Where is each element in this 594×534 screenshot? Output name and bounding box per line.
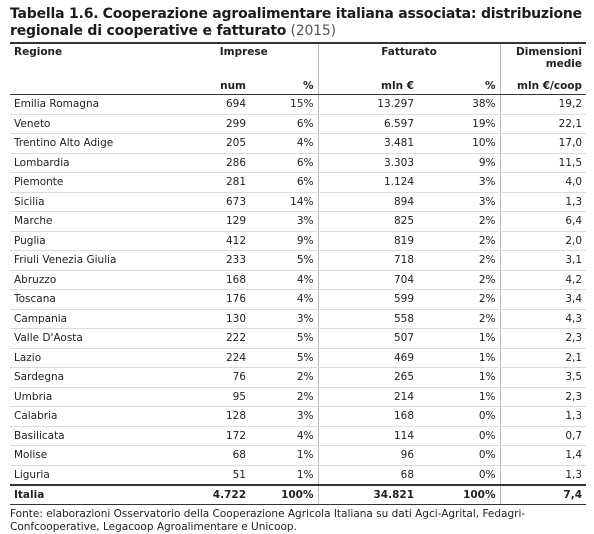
cell-dimensioni: 11,5 bbox=[500, 153, 586, 173]
cell-num: 286 bbox=[170, 153, 250, 173]
cell-fatturato: 704 bbox=[318, 270, 418, 290]
table-row bbox=[10, 426, 586, 446]
cell-pct-fatturato: 1% bbox=[418, 348, 500, 368]
cell-pct-imprese: 3% bbox=[250, 309, 318, 329]
cell-pct-fatturato: 100% bbox=[418, 485, 500, 505]
cell-fatturato: 168 bbox=[318, 407, 418, 427]
cell-fatturato: 68 bbox=[318, 465, 418, 485]
cell-fatturato: 214 bbox=[318, 387, 418, 407]
cell-regione: Puglia bbox=[10, 231, 170, 251]
cell-num: 51 bbox=[170, 465, 250, 485]
cell-fatturato: 13.297 bbox=[318, 95, 418, 115]
cell-regione: Liguria bbox=[10, 465, 170, 485]
table-body bbox=[10, 95, 586, 486]
cell-pct-fatturato: 38% bbox=[418, 95, 500, 115]
cell-fatturato: 894 bbox=[318, 192, 418, 212]
cell-num: 222 bbox=[170, 329, 250, 349]
cell-pct-fatturato: 2% bbox=[418, 231, 500, 251]
cell-regione: Molise bbox=[10, 446, 170, 466]
table-header bbox=[10, 43, 586, 95]
table-row bbox=[10, 446, 586, 466]
table-title bbox=[10, 6, 584, 40]
cell-regione: Valle D'Aosta bbox=[10, 329, 170, 349]
table-row bbox=[10, 368, 586, 388]
cell-pct-fatturato: 3% bbox=[418, 192, 500, 212]
cell-pct-fatturato: 9% bbox=[418, 153, 500, 173]
cell-pct-imprese: 3% bbox=[250, 212, 318, 232]
cell-pct-imprese: 100% bbox=[250, 485, 318, 505]
cell-fatturato: 819 bbox=[318, 231, 418, 251]
table-title-label: Tabella 1.6. bbox=[10, 6, 99, 22]
cell-regione: Toscana bbox=[10, 290, 170, 310]
cell-pct-imprese: 3% bbox=[250, 407, 318, 427]
cell-regione: Marche bbox=[10, 212, 170, 232]
cell-pct-imprese: 1% bbox=[250, 465, 318, 485]
cell-pct-imprese: 6% bbox=[250, 173, 318, 193]
cell-dimensioni: 2,1 bbox=[500, 348, 586, 368]
cell-pct-imprese: 2% bbox=[250, 387, 318, 407]
cell-pct-fatturato: 1% bbox=[418, 368, 500, 388]
cell-regione: Italia bbox=[10, 485, 170, 505]
cell-fatturato: 96 bbox=[318, 446, 418, 466]
table-row bbox=[10, 212, 586, 232]
cell-num: 172 bbox=[170, 426, 250, 446]
cell-fatturato: 34.821 bbox=[318, 485, 418, 505]
cell-pct-fatturato: 10% bbox=[418, 134, 500, 154]
cell-fatturato: 3.303 bbox=[318, 153, 418, 173]
header-dimensioni: Dimensioni medie bbox=[500, 43, 586, 74]
header-pct-fatturato: % bbox=[418, 74, 500, 95]
cell-num: 130 bbox=[170, 309, 250, 329]
cell-dimensioni: 2,3 bbox=[500, 329, 586, 349]
cell-regione: Basilicata bbox=[10, 426, 170, 446]
cell-regione: Friuli Venezia Giulia bbox=[10, 251, 170, 271]
cell-dimensioni: 3,1 bbox=[500, 251, 586, 271]
cell-dimensioni: 4,3 bbox=[500, 309, 586, 329]
cell-pct-fatturato: 2% bbox=[418, 212, 500, 232]
cell-pct-fatturato: 2% bbox=[418, 290, 500, 310]
cell-num: 694 bbox=[170, 95, 250, 115]
cell-fatturato: 507 bbox=[318, 329, 418, 349]
header-pct-imprese: % bbox=[250, 74, 318, 95]
header-regione: Regione bbox=[10, 43, 170, 74]
table-row bbox=[10, 134, 586, 154]
cell-pct-imprese: 4% bbox=[250, 426, 318, 446]
cell-pct-fatturato: 2% bbox=[418, 309, 500, 329]
cell-regione: Abruzzo bbox=[10, 270, 170, 290]
cell-pct-fatturato: 19% bbox=[418, 114, 500, 134]
cell-regione: Emilia Romagna bbox=[10, 95, 170, 115]
cell-num: 673 bbox=[170, 192, 250, 212]
header-fatturato: Fatturato bbox=[318, 43, 500, 74]
cell-num: 4.722 bbox=[170, 485, 250, 505]
cell-num: 281 bbox=[170, 173, 250, 193]
cell-fatturato: 6.597 bbox=[318, 114, 418, 134]
cell-dimensioni: 1,3 bbox=[500, 465, 586, 485]
table-row bbox=[10, 270, 586, 290]
source-note: Fonte: elaborazioni Osservatorio della Cooperazione Agricola Italiana su dati Agci-Agrital, Fedagri-Confcooperative, Legacoop Agroalimentare e Unicoop. bbox=[10, 508, 526, 533]
cell-fatturato: 3.481 bbox=[318, 134, 418, 154]
cell-pct-imprese: 5% bbox=[250, 329, 318, 349]
cell-num: 129 bbox=[170, 212, 250, 232]
cell-dimensioni: 2,3 bbox=[500, 387, 586, 407]
table-row bbox=[10, 251, 586, 271]
cell-pct-fatturato: 0% bbox=[418, 446, 500, 466]
table-row bbox=[10, 290, 586, 310]
cell-num: 176 bbox=[170, 290, 250, 310]
cell-dimensioni: 2,0 bbox=[500, 231, 586, 251]
cell-dimensioni: 6,4 bbox=[500, 212, 586, 232]
cell-dimensioni: 19,2 bbox=[500, 95, 586, 115]
cell-dimensioni: 3,4 bbox=[500, 290, 586, 310]
cell-dimensioni: 3,5 bbox=[500, 368, 586, 388]
cell-regione: Sicilia bbox=[10, 192, 170, 212]
cell-dimensioni: 17,0 bbox=[500, 134, 586, 154]
cell-dimensioni: 1,3 bbox=[500, 407, 586, 427]
cell-fatturato: 599 bbox=[318, 290, 418, 310]
cell-regione: Piemonte bbox=[10, 173, 170, 193]
cell-fatturato: 265 bbox=[318, 368, 418, 388]
cell-fatturato: 469 bbox=[318, 348, 418, 368]
cell-fatturato: 558 bbox=[318, 309, 418, 329]
cell-pct-imprese: 5% bbox=[250, 348, 318, 368]
table-total bbox=[10, 485, 586, 505]
header-empty bbox=[10, 74, 170, 95]
cell-num: 205 bbox=[170, 134, 250, 154]
cell-fatturato: 1.124 bbox=[318, 173, 418, 193]
cell-pct-fatturato: 0% bbox=[418, 426, 500, 446]
cell-fatturato: 114 bbox=[318, 426, 418, 446]
cell-dimensioni: 4,2 bbox=[500, 270, 586, 290]
cell-regione: Lombardia bbox=[10, 153, 170, 173]
cell-dimensioni: 0,7 bbox=[500, 426, 586, 446]
table-title-text: Cooperazione agroalimentare italiana associata: distribuzione regionale di cooperative e fatturato bbox=[10, 6, 582, 39]
table-row bbox=[10, 114, 586, 134]
cell-regione: Trentino Alto Adige bbox=[10, 134, 170, 154]
data-table bbox=[10, 42, 586, 505]
cell-pct-fatturato: 1% bbox=[418, 387, 500, 407]
cell-num: 76 bbox=[170, 368, 250, 388]
table-row bbox=[10, 173, 586, 193]
cell-pct-imprese: 9% bbox=[250, 231, 318, 251]
cell-num: 68 bbox=[170, 446, 250, 466]
cell-fatturato: 718 bbox=[318, 251, 418, 271]
cell-dimensioni: 22,1 bbox=[500, 114, 586, 134]
cell-pct-imprese: 2% bbox=[250, 368, 318, 388]
cell-pct-imprese: 1% bbox=[250, 446, 318, 466]
cell-num: 168 bbox=[170, 270, 250, 290]
cell-num: 128 bbox=[170, 407, 250, 427]
cell-num: 224 bbox=[170, 348, 250, 368]
cell-dimensioni: 1,4 bbox=[500, 446, 586, 466]
cell-pct-imprese: 14% bbox=[250, 192, 318, 212]
cell-dimensioni: 1,3 bbox=[500, 192, 586, 212]
header-mln-coop: mln €/coop bbox=[500, 74, 586, 95]
table-row bbox=[10, 348, 586, 368]
table-row bbox=[10, 465, 586, 485]
cell-pct-imprese: 6% bbox=[250, 114, 318, 134]
cell-pct-imprese: 15% bbox=[250, 95, 318, 115]
cell-pct-fatturato: 0% bbox=[418, 465, 500, 485]
cell-pct-fatturato: 2% bbox=[418, 270, 500, 290]
cell-num: 299 bbox=[170, 114, 250, 134]
cell-pct-imprese: 5% bbox=[250, 251, 318, 271]
table-row bbox=[10, 329, 586, 349]
cell-dimensioni: 7,4 bbox=[500, 485, 586, 505]
cell-regione: Lazio bbox=[10, 348, 170, 368]
cell-pct-imprese: 4% bbox=[250, 290, 318, 310]
cell-pct-imprese: 4% bbox=[250, 270, 318, 290]
cell-pct-fatturato: 2% bbox=[418, 251, 500, 271]
table-title-year: (2015) bbox=[290, 23, 336, 39]
table-row bbox=[10, 407, 586, 427]
total-row bbox=[10, 485, 586, 505]
cell-pct-fatturato: 0% bbox=[418, 407, 500, 427]
header-num: num bbox=[170, 74, 250, 95]
cell-pct-imprese: 4% bbox=[250, 134, 318, 154]
table-row bbox=[10, 387, 586, 407]
table-row bbox=[10, 192, 586, 212]
cell-dimensioni: 4,0 bbox=[500, 173, 586, 193]
cell-pct-imprese: 6% bbox=[250, 153, 318, 173]
header-imprese: Imprese bbox=[170, 43, 318, 74]
cell-pct-fatturato: 1% bbox=[418, 329, 500, 349]
cell-num: 233 bbox=[170, 251, 250, 271]
cell-num: 95 bbox=[170, 387, 250, 407]
cell-fatturato: 825 bbox=[318, 212, 418, 232]
header-mln: mln € bbox=[318, 74, 418, 95]
table-row bbox=[10, 153, 586, 173]
cell-pct-fatturato: 3% bbox=[418, 173, 500, 193]
table-row bbox=[10, 95, 586, 115]
table-row bbox=[10, 231, 586, 251]
cell-regione: Campania bbox=[10, 309, 170, 329]
cell-regione: Veneto bbox=[10, 114, 170, 134]
cell-regione: Sardegna bbox=[10, 368, 170, 388]
cell-regione: Umbria bbox=[10, 387, 170, 407]
cell-regione: Calabria bbox=[10, 407, 170, 427]
cell-num: 412 bbox=[170, 231, 250, 251]
table-row bbox=[10, 309, 586, 329]
